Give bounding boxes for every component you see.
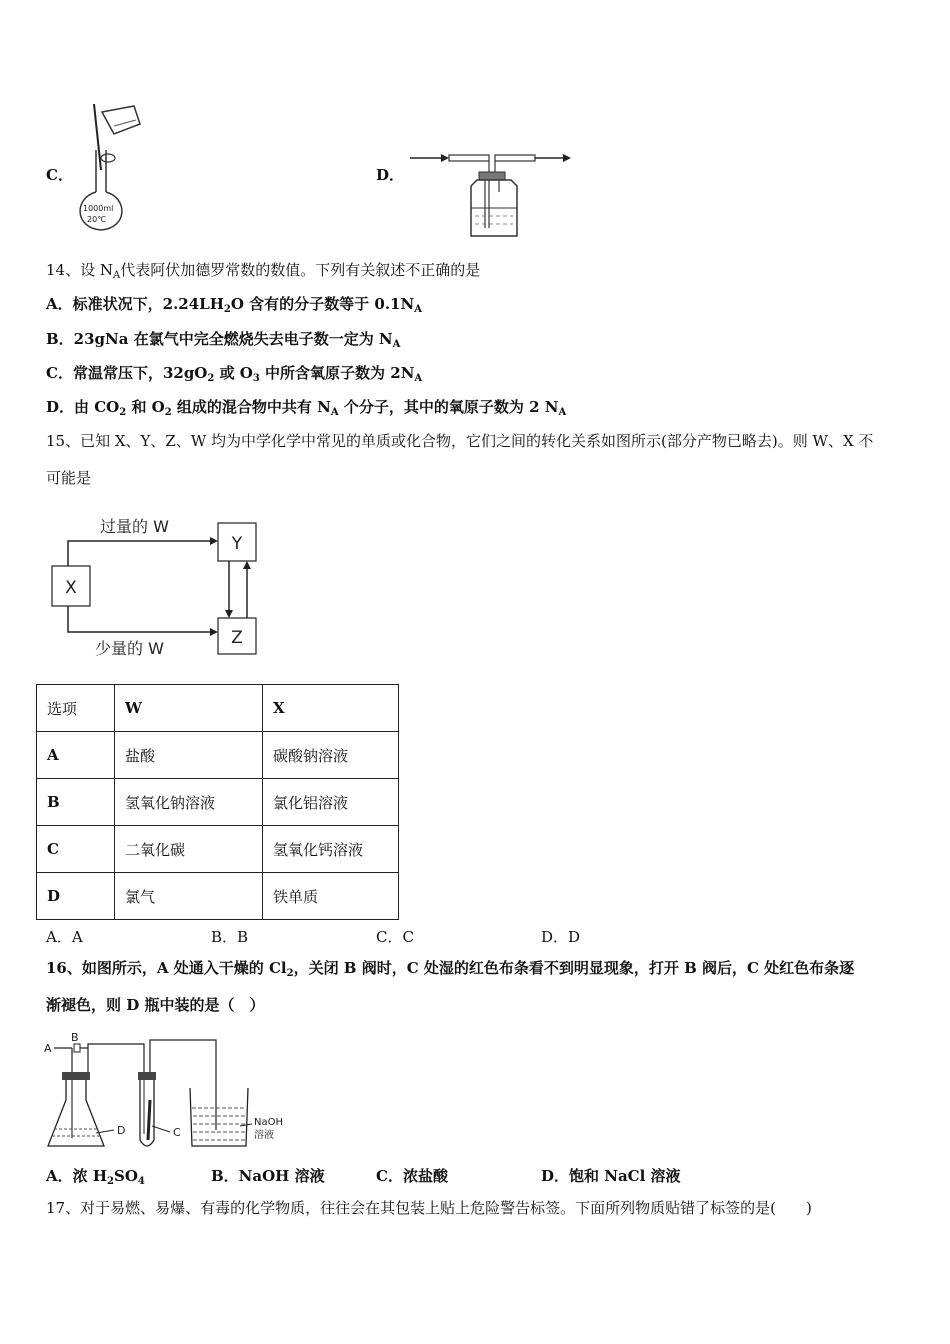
table-row — [37, 873, 399, 920]
q17-stem: 17、对于易燃、易爆、有毒的化学物质，往往会在其包装上贴上危险警告标签。下面所列物质贴错了标签的是( ) — [46, 1199, 812, 1217]
q15-stem-line2: 可能是 — [46, 469, 92, 487]
q14-option-a: A．标准状况下，$2.24LH_2O$ 含有的分子数等于 $0.1N_A$ — [46, 295, 422, 315]
q15-options-table — [36, 684, 399, 920]
table-cell: B — [37, 779, 115, 826]
table-cell: A — [37, 732, 115, 779]
q16-stem-line2: 渐褪色，则 D 瓶中装的是（ ） — [46, 996, 265, 1014]
table-cell: 碳酸钠溶液 — [263, 732, 399, 779]
table-cell: D — [37, 873, 115, 920]
table-cell: 盐酸 — [115, 732, 263, 779]
table-row — [37, 779, 399, 826]
flask-volume-label: 1000ml — [83, 204, 114, 213]
q14-option-c: C．常温常压下，$32gO_2$ 或 $O_3$ 中所含氧原子数为 $2N_A$ — [46, 364, 423, 384]
table-row — [37, 826, 399, 873]
q15-answer-a: A．A — [46, 928, 83, 946]
q13-option-c-label: C． — [46, 166, 73, 184]
q14-stem: 14、设 $N_A$代表阿伏加德罗常数的数值。下列有关叙述不正确的是 — [46, 261, 481, 281]
table-header-cell: 选项 — [37, 685, 115, 732]
table-cell: C — [37, 826, 115, 873]
q16-apparatus-figure — [40, 1030, 300, 1155]
q15-stem-line1: 15、已知 X、Y、Z、W 均为中学化学中常见的单质或化合物，它们之间的转化关系如图所示(部分产物已略去)。则 W、X 不 — [46, 432, 874, 450]
flask-temperature-label: 20℃ — [87, 215, 107, 224]
q16-answer-c: C．浓盐酸 — [376, 1167, 448, 1185]
table-cell: 铁单质 — [263, 873, 399, 920]
table-cell: 氢氧化钙溶液 — [263, 826, 399, 873]
table-row — [37, 732, 399, 779]
q15-answer-b: B．B — [211, 928, 249, 946]
naoh-label: NaOH — [254, 1117, 283, 1128]
q14-option-d: D．由 $CO_2$ 和 $O_2$ 组成的混合物中共有 $N_A$ 个分子，其中的氧原子数为 2 $N_A$ — [46, 398, 567, 418]
gas-washing-bottle-figure — [405, 144, 575, 240]
table-header-cell: W — [115, 685, 263, 732]
box-z-label: Z — [231, 628, 243, 648]
table-cell: 氢氧化钠溶液 — [115, 779, 263, 826]
table-cell: 氯气 — [115, 873, 263, 920]
excess-w-label: 过量的 W — [100, 517, 169, 536]
q13-option-d-label: D． — [376, 166, 405, 184]
table-header-cell: X — [263, 685, 399, 732]
label-a: A — [44, 1042, 52, 1055]
label-d: D — [117, 1124, 126, 1137]
q15-conversion-diagram — [40, 508, 280, 663]
q16-answer-d: D．饱和 NaCl 溶液 — [541, 1167, 681, 1185]
box-y-label: Y — [231, 534, 243, 554]
q16-answer-a: A．浓 $H_2SO_4$ — [46, 1167, 145, 1187]
little-w-label: 少量的 W — [95, 639, 164, 658]
q16-stem-line1: 16、如图所示，A 处通入干燥的 $Cl_2$，关闭 B 阀时，C 处湿的红色布条看不到明显现象，打开 B 阀后，C 处红色布条逐 — [46, 959, 855, 979]
volumetric-flask-pouring-figure — [70, 100, 150, 235]
q15-answer-d: D．D — [541, 928, 581, 946]
label-c: C — [173, 1126, 181, 1139]
q14-option-b: B．23gNa 在氯气中完全燃烧失去电子数一定为 $N_A$ — [46, 330, 401, 350]
q16-answer-b: B．NaOH 溶液 — [211, 1167, 325, 1185]
table-header-row — [37, 685, 399, 732]
table-cell: 二氧化碳 — [115, 826, 263, 873]
solution-label: 溶液 — [254, 1130, 274, 1141]
label-b: B — [71, 1031, 79, 1044]
q15-answer-c: C．C — [376, 928, 414, 946]
box-x-label: X — [65, 578, 77, 598]
table-cell: 氯化铝溶液 — [263, 779, 399, 826]
